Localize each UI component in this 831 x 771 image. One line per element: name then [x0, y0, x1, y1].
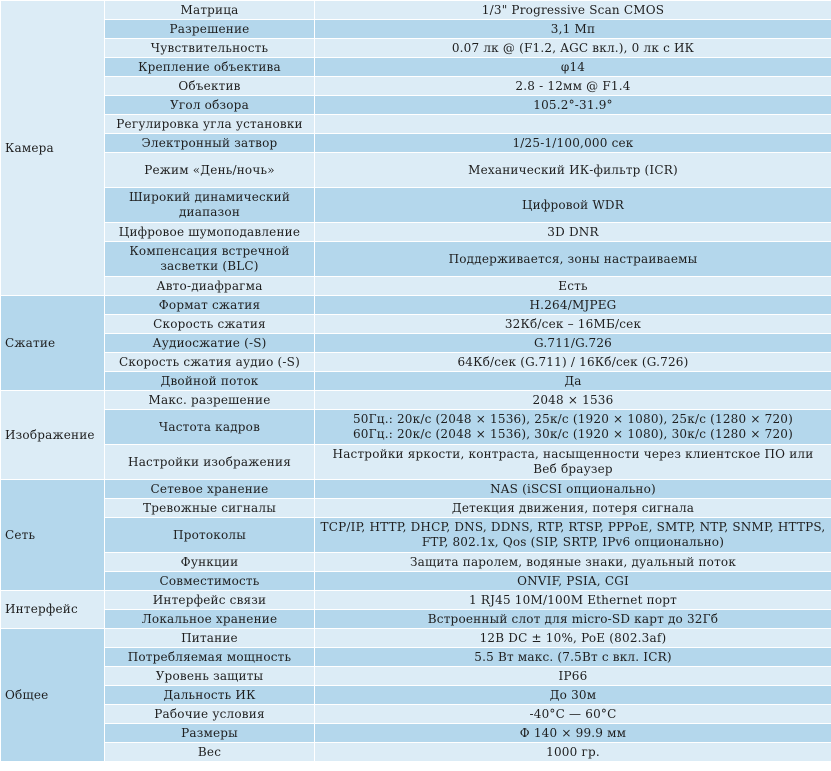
spec-value: 105.2°-31.9°: [315, 96, 831, 115]
spec-row: [1, 686, 831, 705]
spec-value: 3D DNR: [315, 223, 831, 242]
spec-label: Разрешение: [105, 20, 315, 39]
spec-value: H.264/MJPEG: [315, 296, 831, 315]
spec-row: [1, 391, 831, 410]
spec-row: [1, 410, 831, 445]
spec-label: Рабочие условия: [105, 705, 315, 724]
spec-row: [1, 242, 831, 277]
spec-value: Детекция движения, потеря сигнала: [315, 499, 831, 518]
spec-label: Регулировка угла установки: [105, 115, 315, 134]
spec-value: 5.5 Вт макс. (7.5Вт с вкл. ICR): [315, 648, 831, 667]
spec-label: Функции: [105, 553, 315, 572]
spec-value: 3,1 Мп: [315, 20, 831, 39]
spec-value: [315, 115, 831, 134]
spec-row: [1, 20, 831, 39]
spec-label: Компенсация встречной засветки (BLC): [105, 242, 315, 277]
spec-label: Скорость сжатия: [105, 315, 315, 334]
spec-row: [1, 724, 831, 743]
spec-value: Встроенный слот для micro-SD карт до 32Гб: [315, 610, 831, 629]
spec-label: Матрица: [105, 1, 315, 20]
spec-value: Защита паролем, водяные знаки, дуальный поток: [315, 553, 831, 572]
spec-value: -40°C — 60°C: [315, 705, 831, 724]
group-label: Камера: [1, 1, 105, 296]
spec-label: Тревожные сигналы: [105, 499, 315, 518]
group-label: Сжатие: [1, 296, 105, 391]
spec-label: Частота кадров: [105, 410, 315, 445]
spec-row: [1, 134, 831, 153]
spec-value: Есть: [315, 277, 831, 296]
spec-row: [1, 648, 831, 667]
spec-label: Макс. разрешение: [105, 391, 315, 410]
spec-row: [1, 518, 831, 553]
spec-row: [1, 58, 831, 77]
spec-label: Питание: [105, 629, 315, 648]
spec-row: [1, 223, 831, 242]
spec-row: [1, 445, 831, 480]
spec-label: Режим «День/ночь»: [105, 153, 315, 188]
spec-table-body: [1, 1, 831, 762]
spec-value: 2.8 - 12мм @ F1.4: [315, 77, 831, 96]
spec-label: Совместимость: [105, 572, 315, 591]
spec-label: Потребляемая мощность: [105, 648, 315, 667]
group-label: Изображение: [1, 391, 105, 480]
spec-label: Вес: [105, 743, 315, 762]
spec-row: [1, 480, 831, 499]
spec-row: [1, 667, 831, 686]
group-label: Общее: [1, 629, 105, 762]
spec-row: [1, 610, 831, 629]
spec-value: 50Гц.: 20к/с (2048 × 1536), 25к/с (1920 × 1080), 25к/с (1280 × 720) 60Гц.: 20к/с (2048 × 1536), 30к/с (1920 × 1080), 30к/с (1280 × 720): [315, 410, 831, 445]
spec-value: IP66: [315, 667, 831, 686]
spec-row: [1, 39, 831, 58]
spec-label: Авто-диафрагма: [105, 277, 315, 296]
spec-row: [1, 591, 831, 610]
spec-row: [1, 153, 831, 188]
spec-label: Угол обзора: [105, 96, 315, 115]
spec-value: Φ 140 × 99.9 мм: [315, 724, 831, 743]
spec-value: φ14: [315, 58, 831, 77]
group-label: Сеть: [1, 480, 105, 591]
spec-row: [1, 296, 831, 315]
spec-row: [1, 629, 831, 648]
spec-label: Интерфейс связи: [105, 591, 315, 610]
spec-value: 1/25-1/100,000 сек: [315, 134, 831, 153]
spec-value: 2048 × 1536: [315, 391, 831, 410]
spec-label: Крепление объектива: [105, 58, 315, 77]
spec-label: Скорость сжатия аудио (-S): [105, 353, 315, 372]
spec-label: Объектив: [105, 77, 315, 96]
spec-label: Электронный затвор: [105, 134, 315, 153]
spec-label: Уровень защиты: [105, 667, 315, 686]
spec-row: [1, 277, 831, 296]
spec-value: До 30м: [315, 686, 831, 705]
spec-value: Поддерживается, зоны настраиваемы: [315, 242, 831, 277]
spec-label: Сетевое хранение: [105, 480, 315, 499]
spec-value: Цифровой WDR: [315, 188, 831, 223]
spec-label: Настройки изображения: [105, 445, 315, 480]
spec-row: [1, 115, 831, 134]
spec-row: [1, 334, 831, 353]
spec-row: [1, 499, 831, 518]
spec-row: [1, 705, 831, 724]
spec-row: [1, 553, 831, 572]
spec-label: Аудиосжатие (-S): [105, 334, 315, 353]
spec-label: Размеры: [105, 724, 315, 743]
spec-label: Формат сжатия: [105, 296, 315, 315]
spec-row: [1, 188, 831, 223]
spec-row: [1, 1, 831, 20]
spec-value: 12В DC ± 10%, PoE (802.3af): [315, 629, 831, 648]
spec-value: TCP/IP, HTTP, DHCP, DNS, DDNS, RTP, RTSP, PPPoE, SMTP, NTP, SNMP, HTTPS, FTP, 802.1x, Qos (SIP, SRTP, IPv6 опционально): [315, 518, 831, 553]
spec-row: [1, 315, 831, 334]
spec-value: 1000 гр.: [315, 743, 831, 762]
spec-value: ONVIF, PSIA, CGI: [315, 572, 831, 591]
spec-row: [1, 96, 831, 115]
spec-row: [1, 743, 831, 762]
spec-label: Двойной поток: [105, 372, 315, 391]
spec-label: Цифровое шумоподавление: [105, 223, 315, 242]
spec-value: Настройки яркости, контраста, насыщенности через клиентское ПО или Веб браузер: [315, 445, 831, 480]
spec-label: Локальное хранение: [105, 610, 315, 629]
spec-label: Чувствительность: [105, 39, 315, 58]
spec-row: [1, 353, 831, 372]
spec-value: G.711/G.726: [315, 334, 831, 353]
spec-value: 64Кб/сек (G.711) / 16Кб/сек (G.726): [315, 353, 831, 372]
spec-value: 32Кб/сек – 16МБ/сек: [315, 315, 831, 334]
spec-row: [1, 372, 831, 391]
spec-label: Широкий динамический диапазон: [105, 188, 315, 223]
spec-row: [1, 572, 831, 591]
spec-value: 0.07 лк @ (F1.2, AGC вкл.), 0 лк с ИК: [315, 39, 831, 58]
spec-value: 1/3" Progressive Scan CMOS: [315, 1, 831, 20]
spec-value: 1 RJ45 10M/100M Ethernet порт: [315, 591, 831, 610]
spec-label: Протоколы: [105, 518, 315, 553]
spec-value: Механический ИК-фильтр (ICR): [315, 153, 831, 188]
spec-row: [1, 77, 831, 96]
spec-label: Дальность ИК: [105, 686, 315, 705]
group-label: Интерфейс: [1, 591, 105, 629]
spec-value: NAS (iSCSI опционально): [315, 480, 831, 499]
spec-value: Да: [315, 372, 831, 391]
